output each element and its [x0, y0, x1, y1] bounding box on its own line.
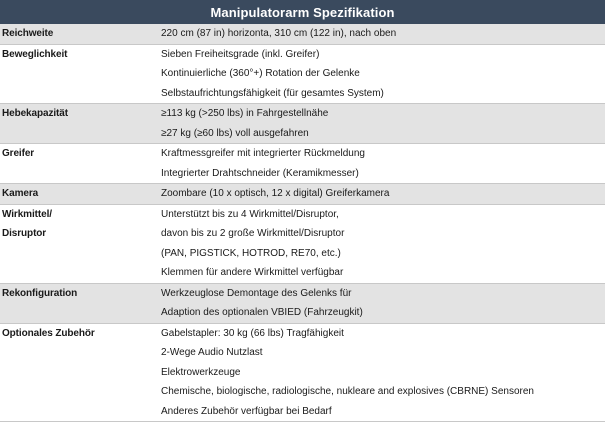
row-value: [160, 104, 605, 144]
row-label: [0, 283, 160, 323]
table-row: [0, 144, 605, 184]
row-value-line: Kraftmessgreifer mit integrierter Rückmeldung: [161, 148, 365, 159]
row-value: [160, 24, 605, 44]
spec-body: [0, 24, 605, 422]
row-label-line: Wirkmittel/: [2, 208, 52, 220]
row-value-line: Unterstützt bis zu 4 Wirkmittel/Disruptor,: [161, 208, 339, 220]
row-value-line: ≥113 kg (>250 lbs) in Fahrgestellnähe: [161, 108, 329, 119]
row-value-line: Integrierter Drahtschneider (Keramikmesser): [161, 167, 359, 179]
table-row: [0, 204, 605, 283]
row-value-line: Elektrowerkzeuge: [161, 366, 241, 378]
table-row: [0, 104, 605, 144]
row-label: [0, 104, 160, 144]
row-label: [0, 184, 160, 205]
row-label: [0, 24, 160, 44]
table-row: [0, 283, 605, 323]
table-row: [0, 323, 605, 422]
row-value-line: Klemmen für andere Wirkmittel verfügbar: [161, 267, 344, 278]
row-value-line: Chemische, biologische, radiologische, nukleare and explosives (CBRNE) Sensoren: [161, 386, 534, 397]
row-value-line: Anderes Zubehör verfügbar bei Bedarf: [161, 405, 332, 417]
row-value-line: Zoombare (10 x optisch, 12 x digital) Greiferkamera: [161, 188, 390, 199]
row-label-line: Greifer: [2, 148, 35, 159]
row-value-line: 2-Wege Audio Nutzlast: [161, 347, 263, 358]
row-label: [0, 144, 160, 184]
row-value-line: Selbstaufrichtungsfähigkeit (für gesamtes System): [161, 87, 384, 99]
row-value: [160, 144, 605, 184]
table-row: [0, 24, 605, 44]
row-value-line: Sieben Freiheitsgrade (inkl. Greifer): [161, 48, 320, 60]
row-value: [160, 44, 605, 104]
row-value-line: 220 cm (87 in) horizonta, 310 cm (122 in), nach oben: [161, 28, 397, 39]
table-header-row: [0, 0, 605, 24]
row-label-line: Beweglichkeit: [2, 48, 68, 60]
table-title: Manipulatorarm Spezifikation: [0, 0, 605, 24]
row-label-line: Rekonfiguration: [2, 287, 78, 299]
table-row: [0, 184, 605, 205]
row-label: [0, 204, 160, 283]
row-value: [160, 184, 605, 205]
row-label-line: Reichweite: [2, 28, 54, 39]
row-value-line: Adaption des optionalen VBIED (Fahrzeugkit): [161, 307, 363, 318]
row-value-line: (PAN, PIGSTICK, HOTROD, RE70, etc.): [161, 247, 341, 259]
row-value-line: davon bis zu 2 große Wirkmittel/Disruptor: [161, 228, 345, 239]
row-label-line: Hebekapazität: [2, 108, 68, 119]
row-value-line: Werkzeuglose Demontage des Gelenks für: [161, 287, 352, 299]
row-label-line: Disruptor: [2, 228, 47, 239]
row-label: [0, 323, 160, 422]
row-value-line: Gabelstapler: 30 kg (66 lbs) Tragfähigkeit: [161, 327, 344, 339]
row-value: [160, 283, 605, 323]
row-value-line: Kontinuierliche (360°+) Rotation der Gelenke: [161, 68, 360, 79]
row-value: [160, 323, 605, 422]
row-label-line: Optionales Zubehör: [2, 327, 95, 339]
row-label: [0, 44, 160, 104]
row-value-line: ≥27 kg (≥60 lbs) voll ausgefahren: [161, 127, 309, 139]
row-value: [160, 204, 605, 283]
table-row: [0, 44, 605, 104]
row-label-line: Kamera: [2, 188, 39, 199]
